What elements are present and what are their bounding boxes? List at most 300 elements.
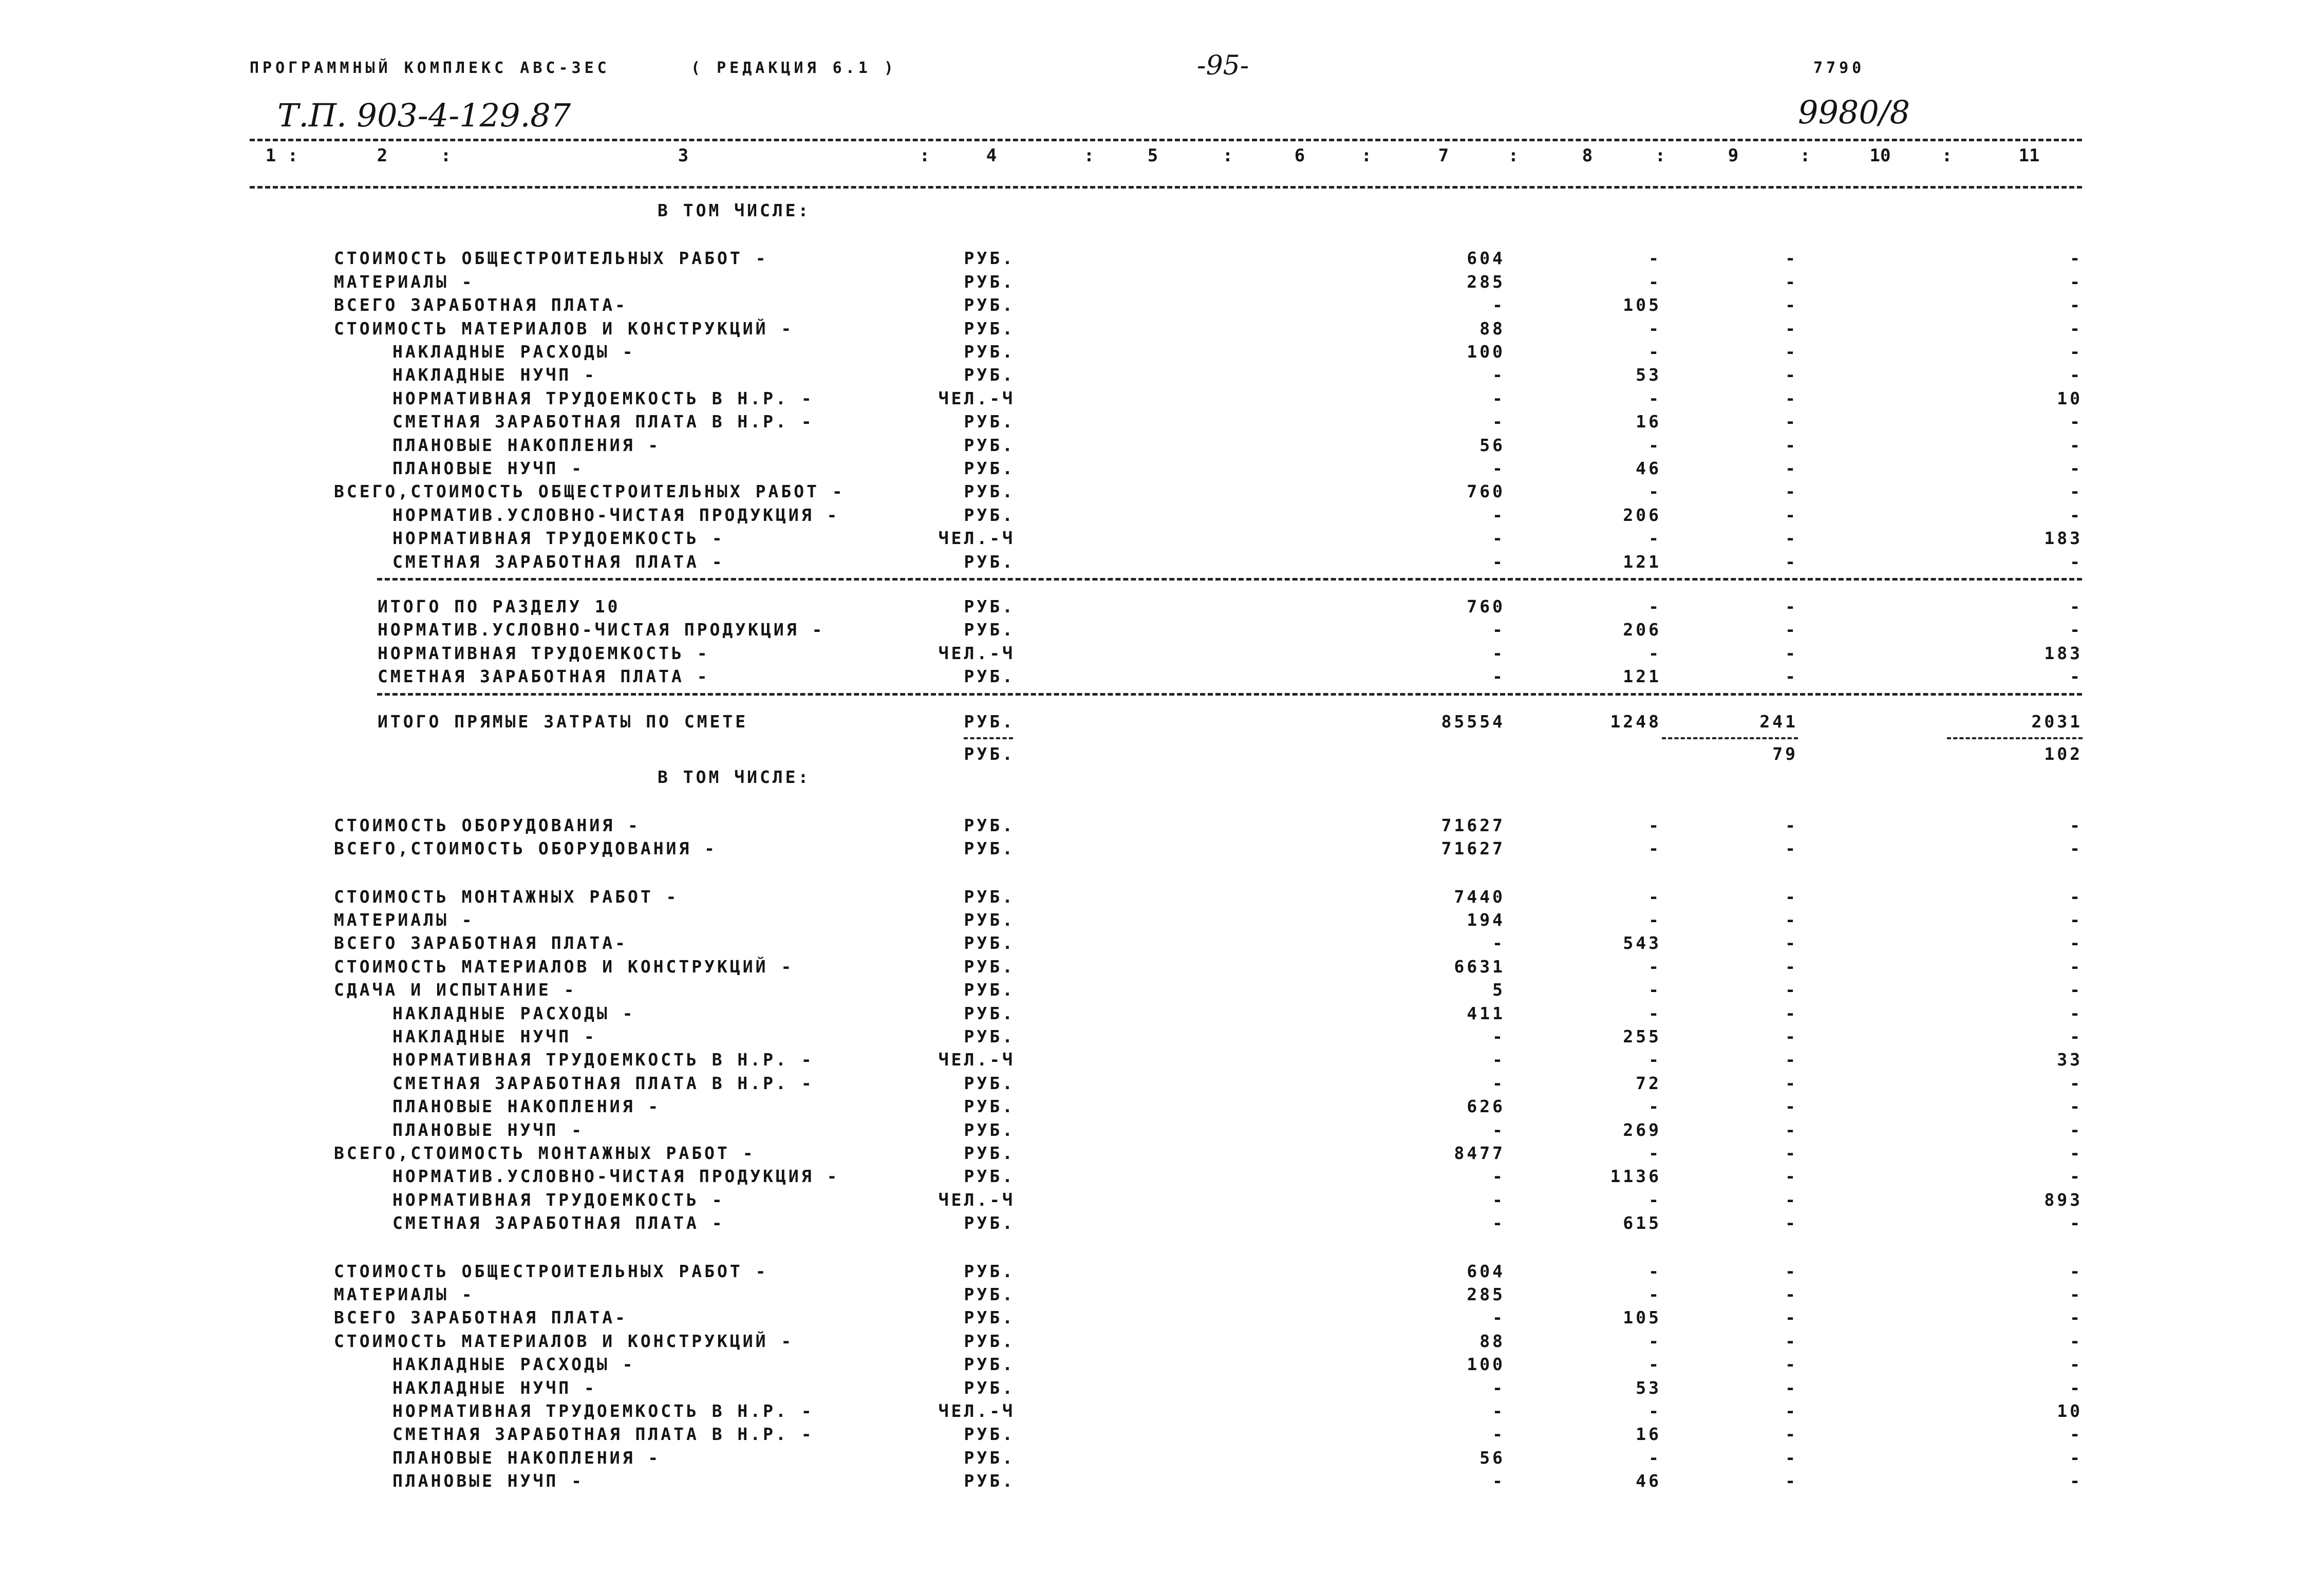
unit-cell: РУБ. [964,596,1015,616]
column-7-value: 71627 [1441,838,1505,859]
column-9-value: - [1785,528,1798,549]
unit-cell: РУБ. [964,458,1015,478]
column-7-value: - [1492,295,1505,315]
column-9-value: - [1785,481,1798,502]
table-row [0,271,2324,293]
row-label: СМЕТНАЯ ЗАРАБОТНАЯ ПЛАТА В Н.Р. - [392,1424,814,1445]
column-11-value: - [2070,1096,2083,1117]
unit-cell: РУБ. [964,1073,1015,1093]
column-9-value: - [1785,1073,1798,1093]
column-11-value: - [2070,620,2083,640]
column-9-value: - [1785,435,1798,455]
table-row [0,551,2324,573]
column-7-value: 411 [1467,1003,1505,1023]
unit-cell: РУБ. [964,711,1015,732]
column-7-value: 56 [1479,435,1505,455]
column-11-value: - [2070,248,2083,269]
table-row [0,595,2324,618]
column-9-value: - [1785,1026,1798,1046]
column-11-value: - [2070,1026,2083,1046]
column-7-value: 7440 [1454,886,1505,907]
row-label: ВСЕГО,СТОИМОСТЬ МОНТАЖНЫХ РАБОТ - [334,1143,756,1163]
column-8-value: - [1648,1143,1661,1163]
row-label: НАКЛАДНЫЕ НУЧП - [392,1026,597,1046]
section-rule [377,693,2082,696]
column-9-value: - [1785,1354,1798,1375]
column-11-value: - [2070,1377,2083,1398]
column-7-value: 56 [1479,1447,1505,1468]
table-row [0,814,2324,837]
column-7-value: - [1492,1401,1505,1421]
column-9-value: - [1785,458,1798,478]
column-9-value: - [1785,643,1798,663]
column-number: 6 [1294,145,1305,166]
column-separator: : [1941,145,1953,166]
column-7-value: - [1492,1377,1505,1398]
column-8-value: - [1648,271,1661,292]
row-label: СМЕТНАЯ ЗАРАБОТНАЯ ПЛАТА - [378,666,710,687]
table-row [0,1142,2324,1165]
column-9-value: - [1785,815,1798,835]
table-row [0,1049,2324,1071]
column-9-value: - [1785,1424,1798,1445]
column-7-value: - [1492,458,1505,478]
row-label: НАКЛАДНЫЕ РАСХОДЫ - [392,1003,635,1023]
table-row [0,1330,2324,1353]
row-label: ПЛАНОВЫЕ НАКОПЛЕНИЯ - [392,435,661,455]
column-7-value: 604 [1467,1261,1505,1281]
unit-cell: РУБ. [964,666,1015,687]
column-11-value: 183 [2044,643,2083,663]
column-number: 11 [2018,145,2040,166]
unit-cell: РУБ. [964,365,1015,385]
column-9-value: - [1785,295,1798,315]
column-8-value: - [1648,1189,1661,1210]
column-8-value: - [1648,980,1661,1000]
column-8-value: 72 [1636,1073,1661,1093]
column-11-value: - [2070,1307,2083,1328]
unit-cell: РУБ. [964,1331,1015,1351]
column-9-value: - [1785,271,1798,292]
table-row [0,364,2324,386]
column-11-value: - [2070,1424,2083,1445]
column-8-value: - [1648,248,1661,269]
column-8-value: - [1648,1447,1661,1468]
row-label: ВСЕГО ЗАРАБОТНАЯ ПЛАТА- [334,933,628,953]
table-row [0,1353,2324,1376]
table-row [0,387,2324,410]
column-7-value: - [1492,388,1505,408]
table-row [0,642,2324,665]
column-7-value: - [1492,1073,1505,1093]
column-9-value: - [1785,886,1798,907]
column-8-value: 16 [1636,411,1661,432]
column-7-value: - [1492,1050,1505,1070]
column-separator: : [1800,145,1811,166]
column-11-value: - [2070,1471,2083,1491]
column-number: 3 [678,145,689,166]
row-label: НОРМАТИВНАЯ ТРУДОЕМКОСТЬ - [378,643,710,663]
column-7-value: - [1492,365,1505,385]
row-label: ПЛАНОВЫЕ НАКОПЛЕНИЯ - [392,1096,661,1117]
table-row [0,527,2324,550]
column-number: 5 [1147,145,1158,166]
column-11-value: - [2070,318,2083,339]
column-11-value: - [2070,1213,2083,1233]
column-7-value: 285 [1467,1284,1505,1304]
column-9-value: - [1785,1213,1798,1233]
column-8-value: 255 [1623,1026,1661,1046]
column-11-value: 10 [2057,388,2083,408]
column-11-value: - [2070,458,2083,478]
column-8-value: - [1648,342,1661,362]
table-row [0,1189,2324,1211]
column-9-value: - [1785,1050,1798,1070]
column-11-value: - [2070,910,2083,930]
row-label: ПЛАНОВЫЕ НУЧП - [392,458,585,478]
column-7-value: 85554 [1441,711,1505,732]
column-7-value: - [1492,1166,1505,1187]
column-11-value: 183 [2044,528,2083,549]
table-row [0,1212,2324,1234]
table-row [0,341,2324,363]
table-row [0,619,2324,641]
row-label: МАТЕРИАЛЫ - [334,1284,475,1304]
unit-cell: РУБ. [964,1119,1015,1140]
column-11-value: - [2070,886,2083,907]
column-number: 1 [265,145,276,166]
header-rule-bottom [250,186,2082,189]
unit-cell: РУБ. [964,1471,1015,1491]
row-label: МАТЕРИАЛЫ - [334,271,475,292]
section-rule [377,578,2082,581]
column-number: 10 [1869,145,1891,166]
unit-cell: РУБ. [964,411,1015,432]
unit-cell: РУБ. [964,1354,1015,1375]
row-label: СМЕТНАЯ ЗАРАБОТНАЯ ПЛАТА - [392,1213,725,1233]
column-9-value: - [1785,318,1798,339]
unit-cell: РУБ. [964,1213,1015,1233]
column-11-value: - [2070,1073,2083,1093]
table-row [0,1306,2324,1329]
column-8-value: - [1648,388,1661,408]
row-label: ВСЕГО ЗАРАБОТНАЯ ПЛАТА- [334,1307,628,1328]
column-7-value: 88 [1479,1331,1505,1351]
table-row [0,1377,2324,1399]
column-11-value: - [2070,838,2083,859]
column-9-value: - [1785,1284,1798,1304]
column-11-value: - [2070,980,2083,1000]
table-row [0,247,2324,270]
column-7-value: 71627 [1441,815,1505,835]
unit-cell: РУБ. [964,956,1015,977]
column-7-value: 8477 [1454,1143,1505,1163]
column-8-value: 46 [1636,458,1661,478]
row-label: НОРМАТИВ.УСЛОВНО-ЧИСТАЯ ПРОДУКЦИЯ - [378,620,825,640]
column-8-value: 615 [1623,1213,1661,1233]
table-row [0,932,2324,955]
table-row [0,1025,2324,1048]
unit-cell: РУБ. [964,1284,1015,1304]
row-label: ИТОГО ПРЯМЫЕ ЗАТРАТЫ ПО СМЕТЕ [378,711,748,732]
column-11-value: 33 [2057,1050,2083,1070]
unit-cell: РУБ. [964,1166,1015,1187]
row-label: НОРМАТИВНАЯ ТРУДОЕМКОСТЬ - [392,528,725,549]
table-row [0,1095,2324,1118]
column-11-value: - [2070,435,2083,455]
row-label: ПЛАНОВЫЕ НУЧП - [392,1471,585,1491]
column-9-value: - [1785,1261,1798,1281]
unit-cell: РУБ. [964,933,1015,953]
column-8-value: 1248 [1610,711,1661,732]
column-9-value: - [1785,1447,1798,1468]
column-8-value: 105 [1623,1307,1661,1328]
unit-cell: РУБ. [964,271,1015,292]
column-11-value: - [2070,411,2083,432]
column-8-value: - [1648,596,1661,616]
column-9-value: - [1785,1189,1798,1210]
table-row [0,317,2324,340]
sheet-number: 9980/8 [1798,93,1910,131]
column-8-value: - [1648,435,1661,455]
table-row [0,294,2324,316]
column-separator: : [1083,145,1095,166]
row-label: СТОИМОСТЬ МОНТАЖНЫХ РАБОТ - [334,886,679,907]
unit-cell: РУБ. [964,1096,1015,1117]
column-11-value: - [2070,956,2083,977]
column-9-value: - [1785,933,1798,953]
column-11-value: 102 [2044,744,2083,764]
column-7-value: - [1492,666,1505,687]
unit-cell: РУБ. [964,504,1015,525]
column-number: 2 [377,145,388,166]
column-8-value: 105 [1623,295,1661,315]
table-row [0,979,2324,1001]
column-7-value: 285 [1467,271,1505,292]
column-8-value: 121 [1623,666,1661,687]
column-9-value: - [1785,1003,1798,1023]
unit-cell: РУБ. [964,1447,1015,1468]
row-label: СМЕТНАЯ ЗАРАБОТНАЯ ПЛАТА В Н.Р. - [392,1073,814,1093]
table-row [0,1072,2324,1095]
column-8-value: - [1648,1354,1661,1375]
column-7-value: - [1492,504,1505,525]
row-label: МАТЕРИАЛЫ - [334,910,475,930]
column-7-value: 760 [1467,596,1505,616]
column-9-value: - [1785,248,1798,269]
column-7-value: 604 [1467,248,1505,269]
table-row [0,909,2324,931]
unit-cell: РУБ. [964,1424,1015,1445]
column-11-value: - [2070,342,2083,362]
row-label: СТОИМОСТЬ МАТЕРИАЛОВ И КОНСТРУКЦИЙ - [334,1331,794,1351]
column-separator: : [440,145,452,166]
column-8-value: 269 [1623,1119,1661,1140]
column-7-value: 626 [1467,1096,1505,1117]
row-label: ПЛАНОВЫЕ НУЧП - [392,1119,585,1140]
column-9-value: - [1785,342,1798,362]
column-8-value: - [1648,481,1661,502]
column-9-value: 79 [1772,744,1798,764]
column-11-value: - [2070,504,2083,525]
column-8-value: 1136 [1610,1166,1661,1187]
column-9-value: - [1785,551,1798,572]
column-11-value: - [2070,815,2083,835]
table-row [0,766,2324,789]
table-row [0,886,2324,908]
table-row [0,504,2324,527]
table-row [0,743,2324,765]
column-7-value: - [1492,411,1505,432]
document-code: 7790 [1813,59,1865,77]
column-11-value: - [2070,1143,2083,1163]
column-7-value: - [1492,551,1505,572]
column-11-value: - [2070,295,2083,315]
column-11-value: - [2070,1354,2083,1375]
row-label: НОРМАТИВНАЯ ТРУДОЕМКОСТЬ - [392,1189,725,1210]
unit-cell: ЧЕЛ.-Ч [938,1050,1015,1070]
row-label: НАКЛАДНЫЕ НУЧП - [392,365,597,385]
column-8-value: - [1648,910,1661,930]
unit-cell: РУБ. [964,318,1015,339]
row-label: НОРМАТИВ.УСЛОВНО-ЧИСТАЯ ПРОДУКЦИЯ - [392,1166,840,1187]
column-7-value: - [1492,1119,1505,1140]
column-7-value: - [1492,643,1505,663]
row-label: СТОИМОСТЬ МАТЕРИАЛОВ И КОНСТРУКЦИЙ - [334,956,794,977]
table-row [0,837,2324,860]
column-11-value: - [2070,271,2083,292]
column-11-value: - [2070,1119,2083,1140]
table-row [0,1165,2324,1188]
column-8-value: 206 [1623,620,1661,640]
table-row [0,457,2324,480]
column-11-value: 10 [2057,1401,2083,1421]
column-separator: : [287,145,298,166]
page-number: -95- [1197,50,1249,81]
column-9-value: - [1785,1471,1798,1491]
row-label: СДАЧА И ИСПЫТАНИЕ - [334,980,577,1000]
column-9-value: - [1785,411,1798,432]
unit-cell: РУБ. [964,1307,1015,1328]
edition-label: ( РЕДАКЦИЯ 6.1 ) [691,59,897,77]
row-label: НАКЛАДНЫЕ НУЧП - [392,1377,597,1398]
column-9-value: - [1785,620,1798,640]
unit-cell: ЧЕЛ.-Ч [938,1401,1015,1421]
column-8-value: 53 [1636,1377,1661,1398]
column-11-value: - [2070,481,2083,502]
unit-cell: ЧЕЛ.-Ч [938,1189,1015,1210]
column-7-value: - [1492,1307,1505,1328]
unit-cell: РУБ. [964,1377,1015,1398]
table-row [0,480,2324,503]
column-8-value: 206 [1623,504,1661,525]
unit-cell: РУБ. [964,1026,1015,1046]
table-row [0,1002,2324,1025]
column-7-value: 6631 [1454,956,1505,977]
column-9-value: - [1785,365,1798,385]
column-8-value: 543 [1623,933,1661,953]
column-9-value: - [1785,1331,1798,1351]
column-9-value: - [1785,1096,1798,1117]
column-9-value: 241 [1759,711,1798,732]
column-7-value: 5 [1492,980,1505,1000]
column-8-value: - [1648,318,1661,339]
column-9-value: - [1785,910,1798,930]
unit-cell: РУБ. [964,910,1015,930]
column-11-value: - [2070,1284,2083,1304]
column-9-value: - [1785,1401,1798,1421]
column-8-value: - [1648,956,1661,977]
column-7-value: - [1492,1189,1505,1210]
column-7-value: 760 [1467,481,1505,502]
column-8-value: - [1648,1261,1661,1281]
unit-cell: РУБ. [964,744,1015,764]
column-separator: : [1222,145,1233,166]
table-row [0,1400,2324,1423]
column-9-value: - [1785,1166,1798,1187]
column-8-value: 16 [1636,1424,1661,1445]
row-label: НАКЛАДНЫЕ РАСХОДЫ - [392,342,635,362]
unit-cell: РУБ. [964,620,1015,640]
column-11-value: - [2070,1166,2083,1187]
column-11-value: - [2070,1331,2083,1351]
column-11-value: - [2070,1447,2083,1468]
row-label: СМЕТНАЯ ЗАРАБОТНАЯ ПЛАТА - [392,551,725,572]
column-8-value: - [1648,1284,1661,1304]
column-separator: : [1655,145,1666,166]
project-number: Т.П. 903-4-129.87 [277,97,571,134]
row-label: ВСЕГО ЗАРАБОТНАЯ ПЛАТА- [334,295,628,315]
column-9-value: - [1785,1119,1798,1140]
row-label: СТОИМОСТЬ ОБЩЕСТРОИТЕЛЬНЫХ РАБОТ - [334,248,769,269]
column-7-value: - [1492,620,1505,640]
row-label: ИТОГО ПО РАЗДЕЛУ 10 [378,596,621,616]
unit-cell: РУБ. [964,248,1015,269]
unit-cell: РУБ. [964,838,1015,859]
column-number: 9 [1728,145,1739,166]
unit-cell: РУБ. [964,1003,1015,1023]
table-row [0,1470,2324,1492]
row-label: НОРМАТИВ.УСЛОВНО-ЧИСТАЯ ПРОДУКЦИЯ - [392,504,840,525]
column-11-underline [1947,737,2083,739]
column-8-value: - [1648,1331,1661,1351]
table-row [0,665,2324,688]
column-number: 8 [1582,145,1593,166]
column-9-value: - [1785,1307,1798,1328]
column-7-value: - [1492,1026,1505,1046]
table-row [0,1119,2324,1142]
column-8-value: - [1648,528,1661,549]
column-11-value: - [2070,596,2083,616]
column-9-value: - [1785,1377,1798,1398]
row-label: СТОИМОСТЬ МАТЕРИАЛОВ И КОНСТРУКЦИЙ - [334,318,794,339]
column-7-value: - [1492,1424,1505,1445]
column-8-value: - [1648,1050,1661,1070]
column-number-row [0,145,2324,176]
column-number: 4 [986,145,997,166]
unit-underline [964,737,1013,739]
column-8-value: - [1648,815,1661,835]
row-label: ВСЕГО,СТОИМОСТЬ ОБЩЕСТРОИТЕЛЬНЫХ РАБОТ - [334,481,845,502]
column-9-value: - [1785,838,1798,859]
row-label: ПЛАНОВЫЕ НАКОПЛЕНИЯ - [392,1447,661,1468]
column-9-value: - [1785,504,1798,525]
column-11-value: - [2070,933,2083,953]
column-11-value: - [2070,666,2083,687]
unit-cell: РУБ. [964,815,1015,835]
column-separator: : [1508,145,1519,166]
row-label: СТОИМОСТЬ ОБЩЕСТРОИТЕЛЬНЫХ РАБОТ - [334,1261,769,1281]
